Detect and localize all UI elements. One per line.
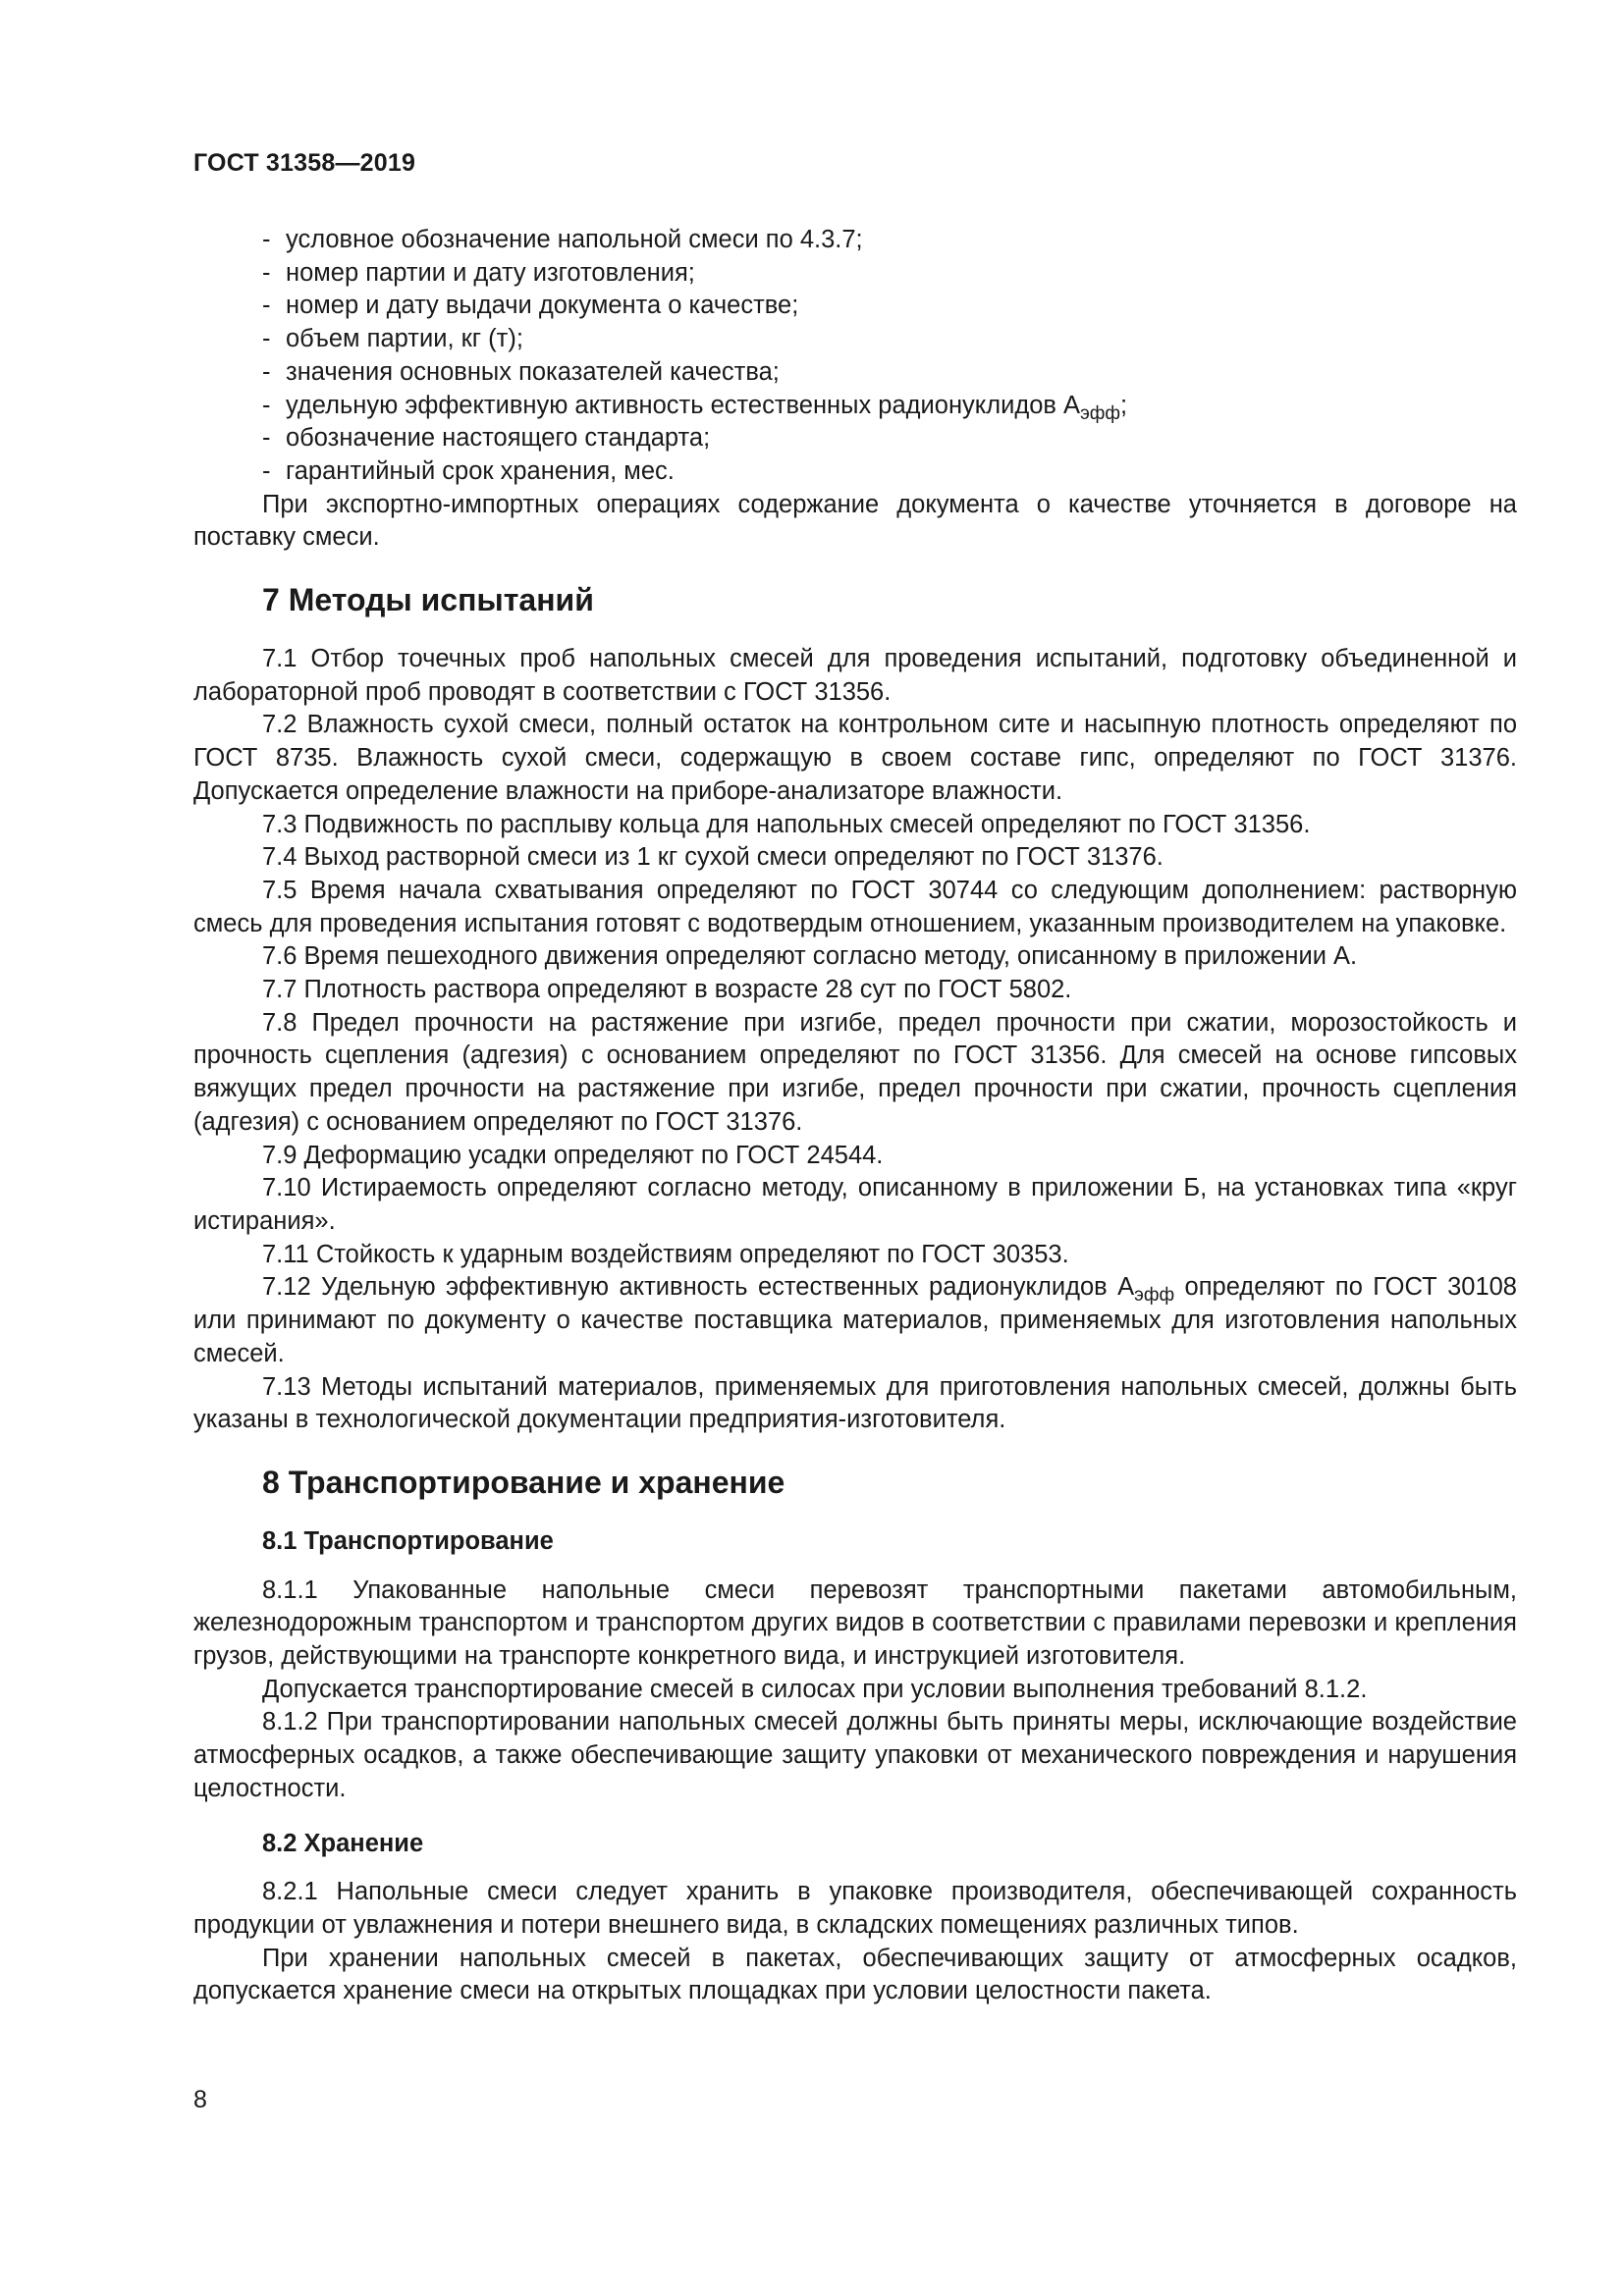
list-item: - удельную эффективную активность естественных радионуклидов $А_{эфф}$;	[262, 391, 1128, 424]
document-header: ГОСТ 31358—2019	[193, 149, 416, 177]
quality-document-list	[193, 224, 1517, 489]
list-item: - обозначение настоящего стандарта;	[262, 424, 711, 453]
paragraph: При экспортно-импортных операциях содержание документа о качестве уточняется в договоре на поставку смеси.	[193, 490, 1517, 552]
list-item: - номер и дату выдачи документа о качестве;	[262, 292, 799, 320]
subsection-heading-8-2: 8.2 Хранение	[262, 1829, 424, 1857]
paragraph: 7.12 Удельную эффективную активность естественных радионуклидов $А_{эфф}$ определяют по ГОСТ 30108 или принимают по документу о качестве поставщика материалов, применяемых для изготовления напольных смесей.	[193, 1273, 1517, 1367]
paragraph: 8.2.1 Напольные смеси следует хранить в упаковке производителя, обеспечивающей сохранность продукции от увлажнения и потери внешнего вида, в складских помещениях различных типов.	[193, 1878, 1517, 1939]
list-item: - значения основных показателей качества;	[262, 357, 780, 386]
paragraph: 7.3 Подвижность по расплыву кольца для напольных смесей определяют по ГОСТ 31356.	[262, 810, 1311, 838]
list-item: - условное обозначение напольной смеси по 4.3.7;	[262, 226, 863, 253]
list-item: - объем партии, кг (т);	[262, 325, 523, 353]
subsection-heading-8-1: 8.1 Транспортирование	[262, 1526, 554, 1555]
section-heading-8: 8 Транспортирование и хранение	[262, 1464, 785, 1500]
paragraph: 7.7 Плотность раствора определяют в возрасте 28 сут по ГОСТ 5802.	[262, 976, 1072, 1004]
paragraph: При хранении напольных смесей в пакетах, обеспечивающих защиту от атмосферных осадков, допускается хранение смеси на открытых площадках при условии целостности пакета.	[193, 1944, 1517, 2005]
paragraph: Допускается транспортирование смесей в силосах при условии выполнения требований 8.1.2.	[262, 1675, 1368, 1703]
paragraph: 7.9 Деформацию усадки определяют по ГОСТ 24544.	[262, 1141, 884, 1169]
paragraph: 8.1.2 При транспортировании напольных смесей должны быть приняты меры, исключающие воздействие атмосферных осадков, а также обеспечивающие защиту упаковки от механического повреждения и нарушения целостности.	[193, 1708, 1517, 1802]
paragraph: 7.5 Время начала схватывания определяют по ГОСТ 30744 со следующим дополнением: растворную смесь для проведения испытания готовят с водотвердым отношением, указанным производителем на упаковке.	[193, 876, 1517, 937]
paragraph: 7.8 Предел прочности на растяжение при изгибе, предел прочности при сжатии, морозостойкость и прочность сцепления (адгезия) с основанием определяют по ГОСТ 31356. Для смесей на основе гипсовых вяжущих предел прочности на растяжение при изгибе, предел прочности при сжатии, прочность сцепления (адгезия) с основанием определяют по ГОСТ 31376.	[193, 1008, 1517, 1136]
list-item: - номер партии и дату изготовления;	[262, 258, 695, 287]
page-number: 8	[193, 2086, 207, 2113]
paragraph: 7.10 Истираемость определяют согласно методу, описанному в приложении Б, на установках типа «круг истирания».	[193, 1174, 1517, 1235]
section-heading-7: 7 Методы испытаний	[262, 582, 594, 618]
paragraph: 7.2 Влажность сухой смеси, полный остаток на контрольном сите и насыпную плотность определяют по ГОСТ 8735. Влажность сухой смеси, содержащую в своем составе гипс, определяют по ГОСТ 31376. Допускается определение влажности на приборе-анализаторе влажности.	[193, 711, 1517, 805]
document-body	[193, 224, 1517, 2008]
paragraph: 7.6 Время пешеходного движения определяют согласно методу, описанному в приложении А.	[262, 942, 1358, 971]
list-item: - гарантийный срок хранения, мес.	[262, 456, 675, 485]
paragraph: 7.1 Отбор точечных проб напольных смесей для проведения испытаний, подготовку объединенной и лабораторной проб проводят в соответствии с ГОСТ 31356.	[193, 645, 1517, 706]
paragraph: 7.11 Стойкость к ударным воздействиям определяют по ГОСТ 30353.	[262, 1240, 1069, 1268]
paragraph: 7.4 Выход растворной смеси из 1 кг сухой смеси определяют по ГОСТ 31376.	[262, 843, 1164, 872]
paragraph: 7.13 Методы испытаний материалов, применяемых для приготовления напольных смесей, должны быть указаны в технологической документации предприятия-изготовителя.	[193, 1372, 1517, 1434]
paragraph: 8.1.1 Упакованные напольные смеси перевозят транспортными пакетами автомобильным, железнодорожным транспортом и транспортом других видов в соответствии с правилами перевозки и крепления грузов, действующими на транспорте конкретного вида, и инструкцией изготовителя.	[193, 1575, 1517, 1671]
